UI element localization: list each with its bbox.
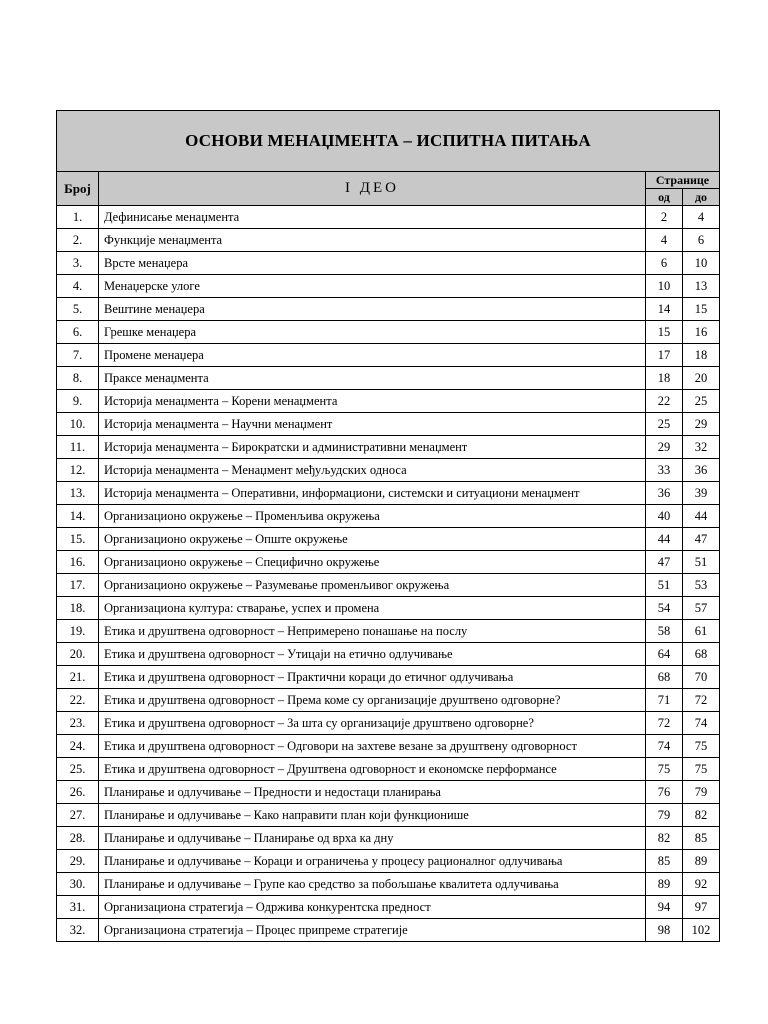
column-header-broj: Број xyxy=(57,172,99,206)
row-topic: Етика и друштвена одговорност – Друштвена одговорност и економске перформансе xyxy=(99,758,646,781)
row-page-to: 89 xyxy=(683,850,720,873)
row-topic: Етика и друштвена одговорност – Практични кораци до етичног одлучивања xyxy=(99,666,646,689)
table-row xyxy=(57,643,720,666)
row-number: 22. xyxy=(57,689,99,712)
table-row xyxy=(57,413,720,436)
row-page-to: 29 xyxy=(683,413,720,436)
row-page-to: 74 xyxy=(683,712,720,735)
row-page-from: 44 xyxy=(646,528,683,551)
row-page-from: 85 xyxy=(646,850,683,873)
row-topic: Планирање и одлучивање – Планирање од врха ка дну xyxy=(99,827,646,850)
row-page-from: 74 xyxy=(646,735,683,758)
row-number: 20. xyxy=(57,643,99,666)
row-page-to: 85 xyxy=(683,827,720,850)
row-topic: Врсте менаџера xyxy=(99,252,646,275)
document-title: ОСНОВИ МЕНАЏМЕНТА – ИСПИТНА ПИТАЊА xyxy=(57,111,720,172)
row-page-to: 15 xyxy=(683,298,720,321)
row-number: 21. xyxy=(57,666,99,689)
table-row xyxy=(57,597,720,620)
row-page-to: 51 xyxy=(683,551,720,574)
row-page-to: 32 xyxy=(683,436,720,459)
table-row xyxy=(57,459,720,482)
row-page-from: 58 xyxy=(646,620,683,643)
row-page-to: 68 xyxy=(683,643,720,666)
row-page-from: 14 xyxy=(646,298,683,321)
row-number: 10. xyxy=(57,413,99,436)
row-page-to: 18 xyxy=(683,344,720,367)
row-page-from: 4 xyxy=(646,229,683,252)
table-row xyxy=(57,873,720,896)
row-number: 8. xyxy=(57,367,99,390)
row-topic: Планирање и одлучивање – Кораци и ограничења у процесу рационалног одлучивања xyxy=(99,850,646,873)
row-page-from: 64 xyxy=(646,643,683,666)
row-page-from: 76 xyxy=(646,781,683,804)
table-row xyxy=(57,505,720,528)
title-row xyxy=(57,111,720,172)
row-page-from: 72 xyxy=(646,712,683,735)
row-page-to: 82 xyxy=(683,804,720,827)
row-page-to: 79 xyxy=(683,781,720,804)
row-page-from: 22 xyxy=(646,390,683,413)
row-page-to: 61 xyxy=(683,620,720,643)
row-page-to: 97 xyxy=(683,896,720,919)
row-page-to: 39 xyxy=(683,482,720,505)
table-row xyxy=(57,620,720,643)
row-topic: Планирање и одлучивање – Предности и недостаци планирања xyxy=(99,781,646,804)
row-page-from: 68 xyxy=(646,666,683,689)
row-page-to: 20 xyxy=(683,367,720,390)
table-row xyxy=(57,735,720,758)
row-number: 16. xyxy=(57,551,99,574)
row-page-from: 10 xyxy=(646,275,683,298)
row-page-from: 15 xyxy=(646,321,683,344)
table-row xyxy=(57,367,720,390)
row-topic: Историја менаџмента – Научни менаџмент xyxy=(99,413,646,436)
row-number: 25. xyxy=(57,758,99,781)
row-topic: Етика и друштвена одговорност – Непримерено понашање на послу xyxy=(99,620,646,643)
table-row xyxy=(57,919,720,942)
row-page-from: 79 xyxy=(646,804,683,827)
table-row xyxy=(57,321,720,344)
row-topic: Организационо окружење – Специфично окружење xyxy=(99,551,646,574)
row-topic: Организационо окружење – Разумевање променљивог окружења xyxy=(99,574,646,597)
row-number: 11. xyxy=(57,436,99,459)
row-page-from: 94 xyxy=(646,896,683,919)
row-page-from: 89 xyxy=(646,873,683,896)
row-topic: Историја менаџмента – Менаџмент међуљудских односа xyxy=(99,459,646,482)
table-row xyxy=(57,344,720,367)
row-page-to: 72 xyxy=(683,689,720,712)
row-topic: Организациона стратегија – Одржива конкурентска предност xyxy=(99,896,646,919)
row-number: 12. xyxy=(57,459,99,482)
row-number: 4. xyxy=(57,275,99,298)
row-page-to: 16 xyxy=(683,321,720,344)
row-page-from: 17 xyxy=(646,344,683,367)
row-number: 31. xyxy=(57,896,99,919)
row-topic: Етика и друштвена одговорност – За шта су организације друштвено одговорне? xyxy=(99,712,646,735)
column-header-pages: Странице xyxy=(646,172,720,189)
row-topic: Планирање и одлучивање – Како направити план који функционише xyxy=(99,804,646,827)
row-page-to: 75 xyxy=(683,735,720,758)
table-row xyxy=(57,758,720,781)
row-topic: Вештине менаџера xyxy=(99,298,646,321)
row-topic: Планирање и одлучивање – Групе као средство за побољшање квалитета одлучивања xyxy=(99,873,646,896)
row-topic: Дефинисање менаџмента xyxy=(99,206,646,229)
row-number: 17. xyxy=(57,574,99,597)
row-number: 18. xyxy=(57,597,99,620)
row-page-from: 54 xyxy=(646,597,683,620)
row-topic: Етика и друштвена одговорност – Одговори на захтеве везане за друштвену одговорност xyxy=(99,735,646,758)
row-page-to: 102 xyxy=(683,919,720,942)
row-page-to: 10 xyxy=(683,252,720,275)
row-page-from: 82 xyxy=(646,827,683,850)
row-number: 7. xyxy=(57,344,99,367)
row-page-to: 75 xyxy=(683,758,720,781)
row-page-from: 33 xyxy=(646,459,683,482)
row-number: 5. xyxy=(57,298,99,321)
row-number: 19. xyxy=(57,620,99,643)
row-number: 24. xyxy=(57,735,99,758)
table-row xyxy=(57,206,720,229)
row-topic: Историја менаџмента – Бирократски и административни менаџмент xyxy=(99,436,646,459)
row-topic: Етика и друштвена одговорност – Према коме су организације друштвено одговорне? xyxy=(99,689,646,712)
row-number: 23. xyxy=(57,712,99,735)
row-page-from: 18 xyxy=(646,367,683,390)
row-topic: Промене менаџера xyxy=(99,344,646,367)
row-number: 3. xyxy=(57,252,99,275)
row-page-to: 4 xyxy=(683,206,720,229)
row-topic: Организациона стратегија – Процес припреме стратегије xyxy=(99,919,646,942)
row-number: 27. xyxy=(57,804,99,827)
row-page-from: 2 xyxy=(646,206,683,229)
row-topic: Етика и друштвена одговорност – Утицаји на етично одлучивање xyxy=(99,643,646,666)
row-page-from: 47 xyxy=(646,551,683,574)
row-page-from: 29 xyxy=(646,436,683,459)
table-row xyxy=(57,574,720,597)
table-row xyxy=(57,551,720,574)
table-row xyxy=(57,781,720,804)
row-number: 29. xyxy=(57,850,99,873)
table-row xyxy=(57,666,720,689)
row-number: 9. xyxy=(57,390,99,413)
table-row xyxy=(57,850,720,873)
table-row xyxy=(57,528,720,551)
row-page-to: 25 xyxy=(683,390,720,413)
row-page-to: 36 xyxy=(683,459,720,482)
row-number: 13. xyxy=(57,482,99,505)
table-row xyxy=(57,482,720,505)
row-topic: Организационо окружење – Променљива окружења xyxy=(99,505,646,528)
exam-questions-table xyxy=(56,110,720,942)
row-page-to: 92 xyxy=(683,873,720,896)
row-page-from: 75 xyxy=(646,758,683,781)
row-number: 2. xyxy=(57,229,99,252)
row-page-from: 6 xyxy=(646,252,683,275)
row-topic: Историја менаџмента – Корени менаџмента xyxy=(99,390,646,413)
table-row xyxy=(57,298,720,321)
row-topic: Менаџерске улоге xyxy=(99,275,646,298)
row-page-from: 40 xyxy=(646,505,683,528)
row-number: 15. xyxy=(57,528,99,551)
row-number: 26. xyxy=(57,781,99,804)
row-page-to: 13 xyxy=(683,275,720,298)
row-page-from: 71 xyxy=(646,689,683,712)
row-topic: Функције менаџмента xyxy=(99,229,646,252)
row-page-to: 70 xyxy=(683,666,720,689)
row-topic: Праксе менаџмента xyxy=(99,367,646,390)
row-page-from: 25 xyxy=(646,413,683,436)
table-row xyxy=(57,827,720,850)
row-number: 32. xyxy=(57,919,99,942)
row-topic: Историја менаџмента – Оперативни, информациони, системски и ситуациони менаџмент xyxy=(99,482,646,505)
row-page-from: 36 xyxy=(646,482,683,505)
row-topic: Грешке менаџера xyxy=(99,321,646,344)
row-number: 28. xyxy=(57,827,99,850)
column-header-from: од xyxy=(646,189,683,206)
row-number: 1. xyxy=(57,206,99,229)
row-number: 14. xyxy=(57,505,99,528)
row-page-to: 57 xyxy=(683,597,720,620)
row-topic: Организациона култура: стварање, успех и промена xyxy=(99,597,646,620)
table-row xyxy=(57,275,720,298)
column-header-to: до xyxy=(683,189,720,206)
table-row xyxy=(57,712,720,735)
table-row xyxy=(57,390,720,413)
row-page-from: 98 xyxy=(646,919,683,942)
row-number: 30. xyxy=(57,873,99,896)
table-row xyxy=(57,896,720,919)
row-page-from: 51 xyxy=(646,574,683,597)
table-row xyxy=(57,229,720,252)
row-number: 6. xyxy=(57,321,99,344)
row-page-to: 44 xyxy=(683,505,720,528)
row-page-to: 53 xyxy=(683,574,720,597)
row-topic: Организационо окружење – Опште окружење xyxy=(99,528,646,551)
table-row xyxy=(57,689,720,712)
column-header-part: I ДЕО xyxy=(99,172,646,206)
row-page-to: 6 xyxy=(683,229,720,252)
table-row xyxy=(57,804,720,827)
table-row xyxy=(57,436,720,459)
header-row xyxy=(57,172,720,189)
row-page-to: 47 xyxy=(683,528,720,551)
table-row xyxy=(57,252,720,275)
